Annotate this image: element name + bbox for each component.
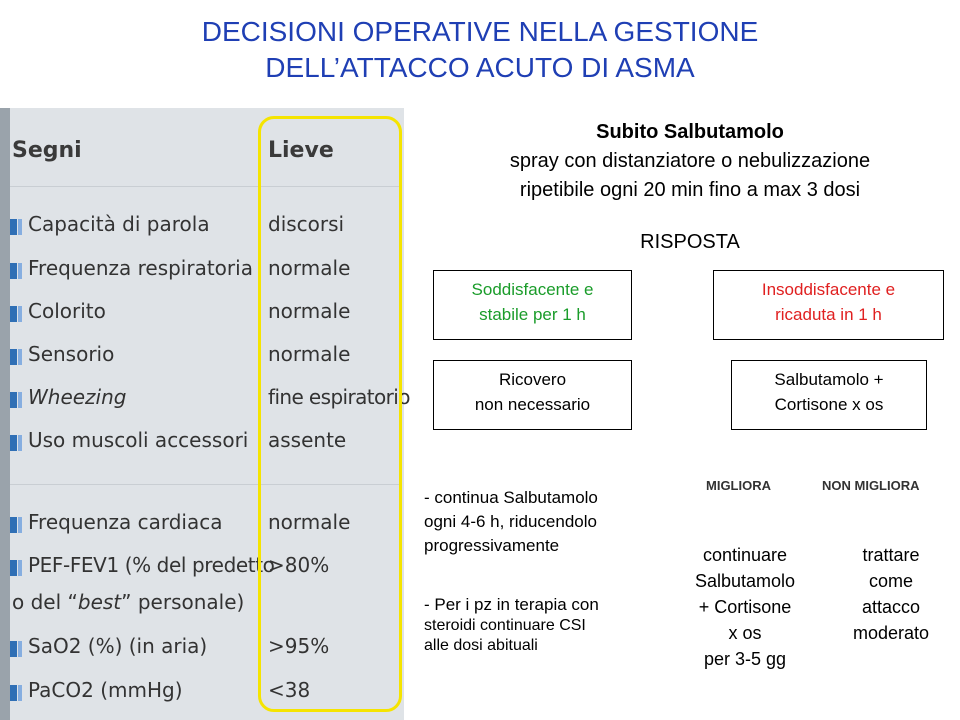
title-line-2: DELL’ATTACCO ACUTO DI ASMA [265,52,695,83]
note1-line-3: progressivamente [424,536,560,555]
page-title [60,14,900,86]
sign-label: Frequenza cardiaca [28,510,223,534]
bullet-icon [10,560,17,576]
bullet-icon [10,685,17,701]
bullet-icon [10,517,17,533]
satisfactory-response-box [433,270,632,340]
not-improves-outcome-line: trattare [862,545,920,565]
sign-value: >95% [268,634,330,658]
sign-label: Wheezing [28,385,127,409]
no-admission-box [433,360,632,430]
sign-label: Colorito [28,299,106,323]
steroid-therapy-note [424,594,674,656]
column-header-signs: Segni [12,138,82,163]
unsatisfactory-line-2: ricaduta in 1 h [775,305,882,324]
response-label: RISPOSTA [640,231,740,253]
no-admission-line-2: non necessario [474,395,591,414]
sign-value: fine espiratorio [268,385,410,409]
continue-salbutamol-note [424,486,674,558]
mild-column-highlight [258,116,402,712]
bullet-icon [10,219,17,235]
improves-label: MIGLIORA [706,478,771,493]
sign-label: PaCO2 (mmHg) [28,678,183,702]
not-improves-outcome-line: attacco [861,597,921,617]
improves-outcome-line: continuare [702,545,788,565]
sign-value: >80% [268,553,330,577]
sign-label: Capacità di parola [28,212,210,236]
treatment-heading-title: Subito Salbutamolo [596,121,784,143]
bullet-icon [10,641,17,657]
sign-value: discorsi [268,212,345,236]
not-improves-label: NON MIGLIORA [822,478,920,493]
sign-label: Frequenza respiratoria [28,256,253,280]
unsatisfactory-response-box [713,270,944,340]
bullet-icon [10,306,17,322]
improves-outcome-line: Salbutamolo [694,571,796,591]
sign-value: normale [268,299,351,323]
sign-label-continuation: o del “best” personale) [12,590,245,614]
treatment-heading-line2: spray con distanziatore o nebulizzazione [509,150,871,172]
column-header-mild: Lieve [268,138,334,163]
bullet-icon [10,435,17,451]
bullet-icon [10,392,17,408]
note1-line-1: - continua Salbutamolo [424,488,598,507]
not-improves-outcome [826,542,956,646]
sign-value: assente [268,428,347,452]
sign-label: PEF-FEV1 (% del predetto [28,553,275,577]
satisfactory-line-2: stabile per 1 h [479,305,586,324]
salbutamol-cortisone-line-1: Salbutamolo + [774,370,884,389]
salbutamol-cortisone-line-2: Cortisone x os [774,395,884,414]
sign-label: Sensorio [28,342,115,366]
bullet-icon [10,263,17,279]
sign-value: normale [268,342,351,366]
bullet-icon [10,349,17,365]
improves-outcome-line: + Cortisone [698,597,792,617]
not-improves-outcome-line: come [868,571,913,591]
note1-line-2: ogni 4-6 h, riducendolo [424,512,597,531]
sign-label: SaO2 (%) (in aria) [28,634,208,658]
treatment-heading [420,118,960,205]
sign-label: Uso muscoli accessori [28,428,249,452]
note2-line-3: alle dosi abituali [424,637,538,654]
satisfactory-line-1: Soddisfacente e [471,280,594,299]
salbutamol-cortisone-box [731,360,927,430]
sign-value: normale [268,510,351,534]
note2-line-1: - Per i pz in terapia con [424,595,599,614]
no-admission-line-1: Ricovero [498,370,567,389]
improves-outcome-line: x os [728,623,762,643]
sign-value: normale [268,256,351,280]
treatment-heading-line3: ripetibile ogni 20 min fino a max 3 dosi [519,179,861,201]
improves-outcome [680,542,810,672]
improves-outcome-line: per 3-5 gg [703,649,787,669]
sign-value: <38 [268,678,311,702]
note2-line-2: steroidi continuare CSI [424,617,586,634]
unsatisfactory-line-1: Insoddisfacente e [761,280,896,299]
title-line-1: DECISIONI OPERATIVE NELLA GESTIONE [201,16,759,47]
not-improves-outcome-line: moderato [852,623,930,643]
